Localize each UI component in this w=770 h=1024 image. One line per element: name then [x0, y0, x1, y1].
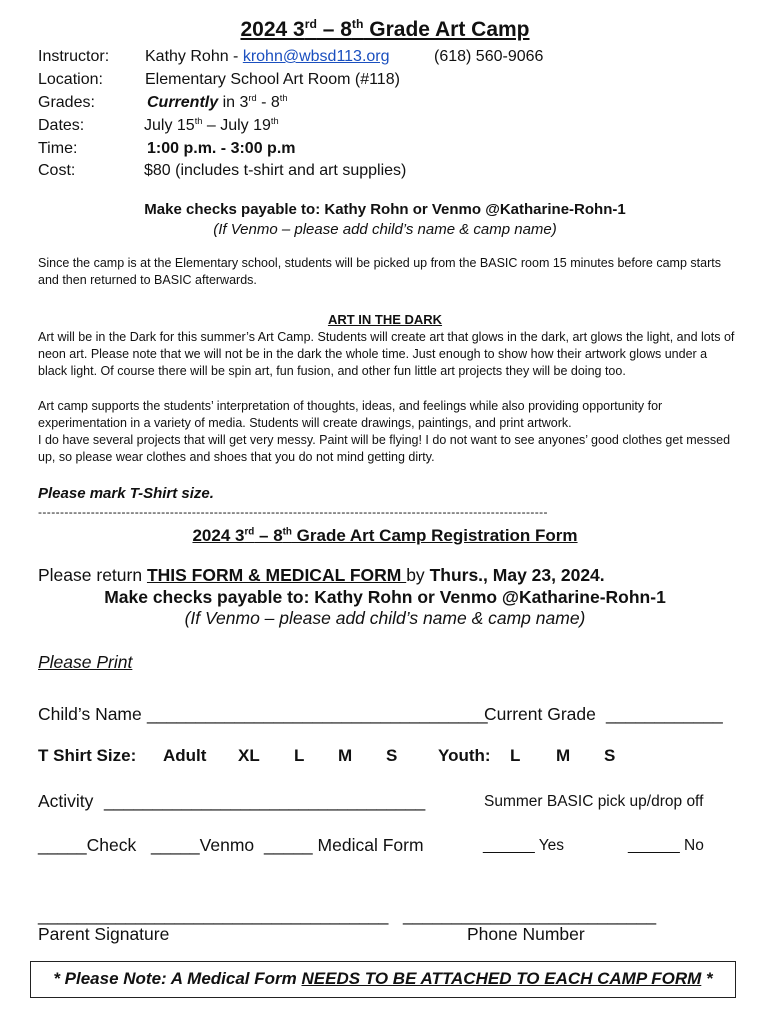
size-option-adult-m[interactable]: M — [338, 746, 353, 765]
dates-label: Dates: — [38, 117, 85, 134]
return-instructions: Please return THIS FORM & MEDICAL FORM by Thurs., May 23, 2024. — [38, 565, 605, 585]
child-name-label: Child’s Name — [38, 704, 142, 724]
venmo-option[interactable]: _____Venmo — [151, 835, 255, 855]
grades-value: Currently in 3rd - 8th — [147, 92, 288, 111]
activity-label: Activity — [38, 791, 94, 811]
form-payment-instructions: Make checks payable to: Kathy Rohn or Venmo @Katharine-Rohn-1 — [104, 587, 666, 607]
pickup-dropoff-label: Summer BASIC pick up/drop off — [484, 793, 704, 810]
instructor-value: Kathy Rohn - krohn@wbsd113.org — [145, 48, 390, 65]
grades-label: Grades: — [38, 94, 95, 111]
size-option-adult-l[interactable]: L — [294, 746, 305, 765]
location-value: Elementary School Art Room (#118) — [145, 71, 400, 88]
theme-paragraph-3: I do have several projects that will get very messy. Paint will be flying! I do not want to see anyones’ good clothes get messed up, so please wear clothes and shoes that you do not mind getting dirty. — [38, 433, 731, 464]
location-label: Location: — [38, 71, 103, 88]
child-name-field[interactable]: ___________________________________ — [147, 704, 488, 724]
current-grade-label: Current Grade — [484, 704, 596, 724]
size-option-youth-m[interactable]: M — [556, 746, 571, 765]
size-option-adult-xl[interactable]: XL — [238, 746, 260, 765]
instructor-email-link[interactable]: krohn@wbsd113.org — [242, 48, 390, 65]
payment-instructions: Make checks payable to: Kathy Rohn or Venmo @Katharine-Rohn-1 — [144, 201, 626, 218]
parent-signature-label: Parent Signature — [38, 924, 170, 944]
cut-line-divider: -------------------------------------------------------------------------------------------------------------------- — [38, 505, 548, 519]
theme-paragraph-2: Art camp supports the students’ interpretation of thoughts, ideas, and feelings while also providing opportunity for experimentation in a variety of media. Students will create drawings, paintings, and print artwork. — [38, 399, 663, 430]
medical-form-note: * Please Note: A Medical Form NEEDS TO BE ATTACHED TO EACH CAMP FORM * — [30, 961, 736, 998]
size-option-youth-l[interactable]: L — [510, 746, 521, 765]
youth-label: Youth: — [438, 746, 491, 765]
adult-label: Adult — [163, 746, 207, 765]
current-grade-field[interactable]: ____________ — [606, 704, 723, 724]
time-value: 1:00 p.m. - 3:00 p.m — [147, 140, 296, 157]
time-label: Time: — [38, 140, 78, 157]
tshirt-size-label: T Shirt Size: — [38, 746, 137, 765]
activity-field[interactable]: _________________________________ — [104, 791, 426, 811]
medical-form-option[interactable]: _____ Medical Form — [264, 835, 424, 855]
phone-number-field[interactable]: __________________________ — [403, 905, 657, 925]
phone-number-label: Phone Number — [467, 924, 585, 944]
theme-paragraph-1: Art will be in the Dark for this summer’s Art Camp. Students will create art that glows in the dark, art glows the light, and lots of neon art. Please note that we will not be in the dark the whole time. Just enough to show how their artwork glows under a black light. Of course there will be spin art, fun fusion, and other fun little art projects they will be doing too. — [38, 330, 735, 378]
cost-value: $80 (includes t-shirt and art supplies) — [144, 162, 407, 179]
instructor-phone: (618) 560-9066 — [434, 48, 544, 65]
cost-label: Cost: — [38, 162, 76, 179]
tshirt-prompt: Please mark T-Shirt size. — [38, 485, 214, 502]
theme-heading: ART IN THE DARK — [327, 312, 443, 327]
venmo-note: (If Venmo – please add child’s name & camp name) — [213, 221, 557, 238]
instructor-label: Instructor: — [38, 48, 110, 65]
pickup-paragraph: Since the camp is at the Elementary school, students will be picked up from the BASIC room 15 minutes before camp starts and then returned to BASIC afterwards. — [38, 256, 721, 287]
page-title: 2024 3rd – 8th Grade Art Camp — [240, 17, 530, 41]
dates-value: July 15th – July 19th — [144, 115, 279, 134]
pickup-yes-option[interactable]: ______ Yes — [483, 837, 565, 854]
form-title: 2024 3rd – 8th Grade Art Camp Registration Form — [192, 526, 578, 545]
size-option-adult-s[interactable]: S — [386, 746, 398, 765]
size-option-youth-s[interactable]: S — [604, 746, 616, 765]
parent-signature-field[interactable]: ____________________________________ — [38, 905, 389, 925]
check-option[interactable]: _____Check — [38, 835, 137, 855]
form-venmo-note: (If Venmo – please add child’s name & camp name) — [184, 608, 586, 628]
pickup-no-option[interactable]: ______ No — [628, 837, 704, 854]
please-print-label: Please Print — [38, 652, 133, 672]
